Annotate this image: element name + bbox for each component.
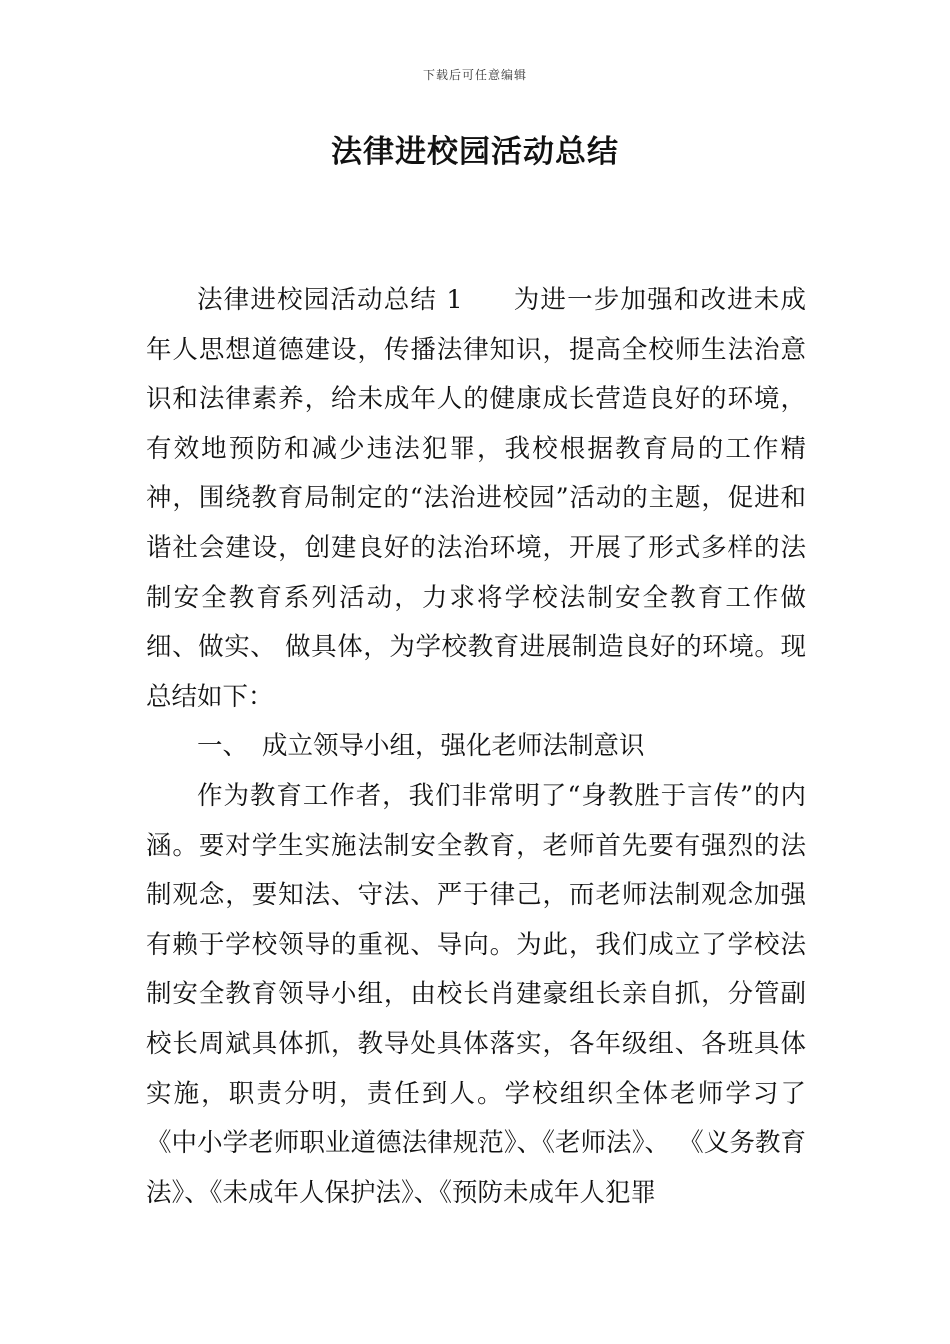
header-note: 下载后可任意编辑 (422, 68, 527, 82)
document-title: 法律进校园活动总结 (331, 134, 619, 170)
paragraph-lead: 法律进校园活动总结 1 (197, 285, 463, 315)
paragraph-section-1: 作为教育工作者，我们非常明了“身教胜于言传”的内涵。要对学生实施法制安全教育，老师首先要有强烈的法制观念，要知法、守法、严于律己，而老师法制观念加强有赖于学校领导的重视、导向。为此，我们成立了学校法制安全教育领导小组，由校长肖建豪组长亲自抓，分管副校长周斌具体抓，教导处具体落实，各年级组、各班具体实施，职责分明，责任到人。学校组织全体老师学习了《中小学老师职业道德法律规范》、《老师法》、 《义务教育法》、《未成年人保护法》、《预防未成年人犯罪 (146, 780, 806, 1208)
section-heading-1 (146, 722, 806, 772)
section-number: 一、 (197, 731, 249, 762)
paragraph-intro-text: 为进一步加强和改进未成年人思想道德建设，传播法律知识，提高全校师生法治意识和法律素养，给未成年人的健康成长营造良好的环境，有效地预防和减少违法犯罪，我校根据教育局的工作精神，围绕教育局制定的“法治进校园”活动的主题，促进和谐社会建设，创建良好的法治环境，开展了形式多样的法制安全教育系列活动，力求将学校法制安全教育工作做细、做实、 做具体，为学校教育进展制造良好的环境。现总结如下： (146, 285, 806, 712)
document-body (146, 276, 806, 1218)
section-title: 成立领导小组，强化老师法制意识 (262, 731, 645, 762)
paragraph-intro (146, 276, 806, 722)
